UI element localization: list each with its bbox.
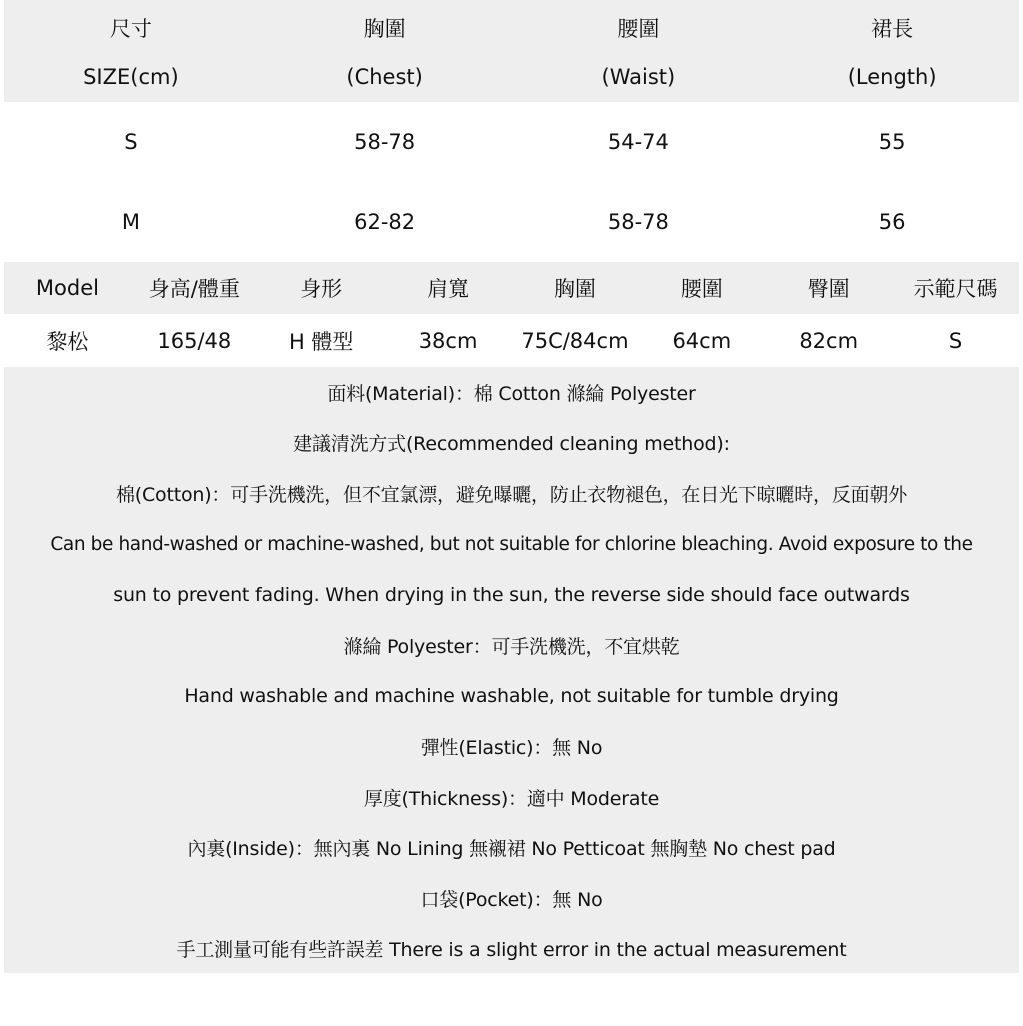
cotton-care-en-2: sun to prevent fading. When drying in the sun, the reverse side should face outwards — [113, 583, 910, 606]
polyester-care-zh: 滌綸 Polyester：可手洗機洗，不宜烘乾 — [343, 635, 680, 658]
model-table-row — [4, 314, 1019, 367]
inside-line: 內裏(Inside)：無內裏 No Lining 無襯裙 No Petticoat 無胸墊 No chest pad — [187, 838, 836, 861]
size-row-m — [4, 182, 1019, 262]
header-hip: 臀圍 — [807, 277, 850, 301]
cotton-care-en-1: Can be hand-washed or machine-washed, but not suitable for chlorine bleaching. Avoid exposure to the — [50, 533, 973, 555]
header-chest: 胸圍 — [553, 277, 596, 301]
header-body-type: 身形 — [300, 277, 343, 301]
size-cell: M — [121, 210, 140, 234]
header-size-en: SIZE(cm) — [83, 64, 179, 89]
cleaning-method-title: 建議清洗方式(Recommended cleaning method): — [293, 433, 730, 456]
elastic-line: 彈性(Elastic)：無 No — [420, 736, 603, 759]
model-chest: 75C/84cm — [521, 328, 629, 353]
model-table-header — [4, 262, 1019, 314]
header-waist-zh: 腰圍 — [617, 16, 660, 41]
waist-cell: 58-78 — [607, 210, 669, 234]
pocket-line: 口袋(Pocket)：無 No — [420, 888, 603, 911]
model-height-weight: 165/48 — [157, 328, 232, 353]
header-size-zh: 尺寸 — [109, 16, 152, 41]
measurement-note: 手工測量可能有些許誤差 There is a slight error in the actual measurement — [176, 939, 847, 962]
thickness-line: 厚度(Thickness)：適中 Moderate — [363, 787, 660, 810]
model-body-type: H 體型 — [288, 329, 354, 354]
header-length-en: (Length) — [847, 64, 937, 89]
header-shoulder: 肩寬 — [427, 277, 470, 301]
waist-cell: 54-74 — [607, 130, 669, 154]
size-chart — [4, 0, 1019, 973]
size-header-en-row — [4, 51, 1019, 102]
header-chest-en: (Chest) — [346, 64, 423, 89]
chest-cell: 62-82 — [354, 210, 416, 234]
model-shoulder: 38cm — [418, 328, 478, 353]
fabric-care-info — [4, 367, 1019, 973]
header-height-weight: 身高/體重 — [148, 277, 240, 301]
header-waist-en: (Waist) — [601, 64, 676, 89]
size-cell: S — [124, 130, 138, 154]
model-name: 黎松 — [46, 329, 89, 354]
model-hip: 82cm — [799, 328, 859, 353]
header-model: Model — [35, 276, 99, 300]
model-waist: 64cm — [672, 328, 732, 353]
header-waist: 腰圍 — [680, 277, 723, 301]
length-cell: 55 — [878, 130, 906, 154]
model-sample-size: S — [948, 328, 963, 353]
chest-cell: 58-78 — [354, 130, 416, 154]
header-sample-size: 示範尺碼 — [913, 277, 998, 301]
size-header-zh-row — [4, 0, 1019, 51]
size-table-header — [4, 0, 1019, 102]
size-row-s — [4, 102, 1019, 182]
header-length-zh: 裙長 — [871, 16, 914, 41]
polyester-care-en: Hand washable and machine washable, not suitable for tumble drying — [184, 684, 839, 707]
material-line: 面料(Material)：棉 Cotton 滌綸 Polyester — [327, 382, 696, 405]
header-chest-zh: 胸圍 — [363, 16, 406, 41]
length-cell: 56 — [878, 210, 906, 234]
cotton-care-zh: 棉(Cotton)：可手洗機洗，但不宜氯漂，避免曝曬，防止衣物褪色，在日光下晾曬時，反面朝外 — [115, 483, 908, 506]
